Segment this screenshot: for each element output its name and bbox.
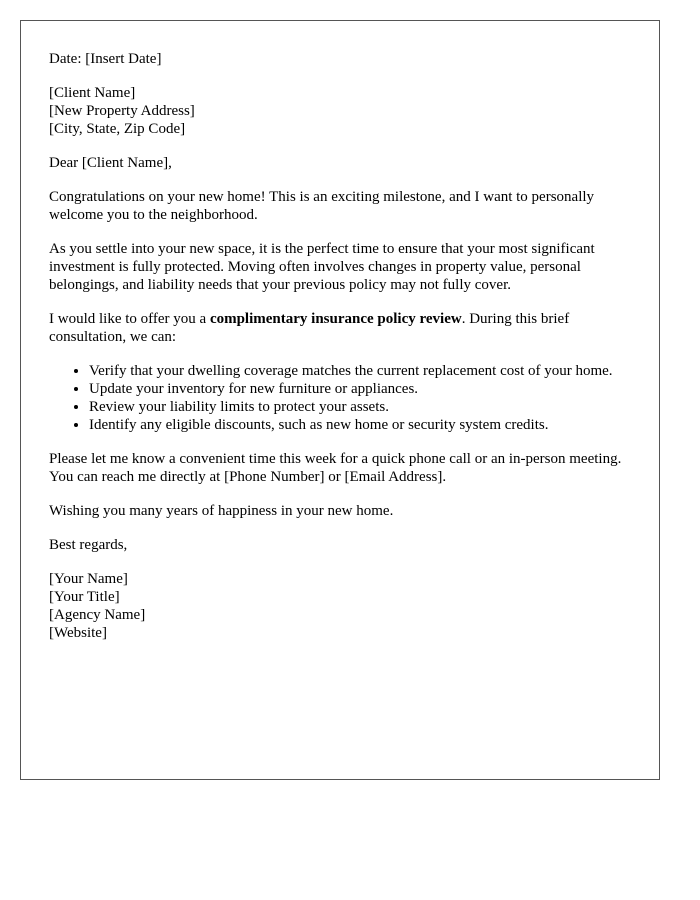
list-item: • Verify that your dwelling coverage matches the current replacement cost of your home. — [89, 362, 631, 380]
recipient-name: [Client Name] — [49, 85, 136, 101]
signature-block — [49, 570, 631, 642]
salutation: Dear [Client Name], — [49, 155, 172, 171]
protection-paragraph: As you settle into your new space, it is the perfect time to ensure that your most significant investment is fully protected. Moving often involves changes in property value, personal belongings, and liability needs that your previous policy may not fully cover. — [49, 241, 595, 293]
signature-title: [Your Title] — [49, 589, 120, 605]
wishes-paragraph: Wishing you many years of happiness in your new home. — [49, 503, 394, 519]
recipient-address: [New Property Address] — [49, 103, 195, 119]
closing: Best regards, — [49, 537, 128, 553]
recipient-city-state-zip: [City, State, Zip Code] — [49, 121, 186, 137]
list-item: • Update your inventory for new furniture or appliances. — [89, 380, 631, 398]
congratulations-paragraph: Congratulations on your new home! This is an exciting milestone, and I want to personally welcome you to the neighborhood. — [49, 189, 595, 223]
review-items-list — [49, 362, 631, 434]
list-item: • Review your liability limits to protect your assets. — [89, 398, 631, 416]
signature-name: [Your Name] — [49, 571, 128, 587]
list-item: • Identify any eligible discounts, such as new home or security system credits. — [89, 416, 631, 434]
offer-paragraph — [49, 310, 631, 346]
signature-agency: [Agency Name] — [49, 607, 146, 623]
offer-text-start: I would like to offer you a — [49, 311, 210, 327]
signature-website: [Website] — [49, 625, 107, 641]
offer-highlight: complimentary insurance policy review — [209, 311, 462, 327]
contact-paragraph: Please let me know a convenient time this week for a quick phone call or an in-person meeting. You can reach me directly at [Phone Number] or [Email Address]. — [49, 451, 622, 485]
date-line: Date: [Insert Date] — [49, 51, 162, 67]
offer-text-end: . During this brief consultation, we can: — [49, 311, 570, 345]
recipient-address-block — [49, 84, 631, 138]
letter-page — [20, 20, 660, 780]
